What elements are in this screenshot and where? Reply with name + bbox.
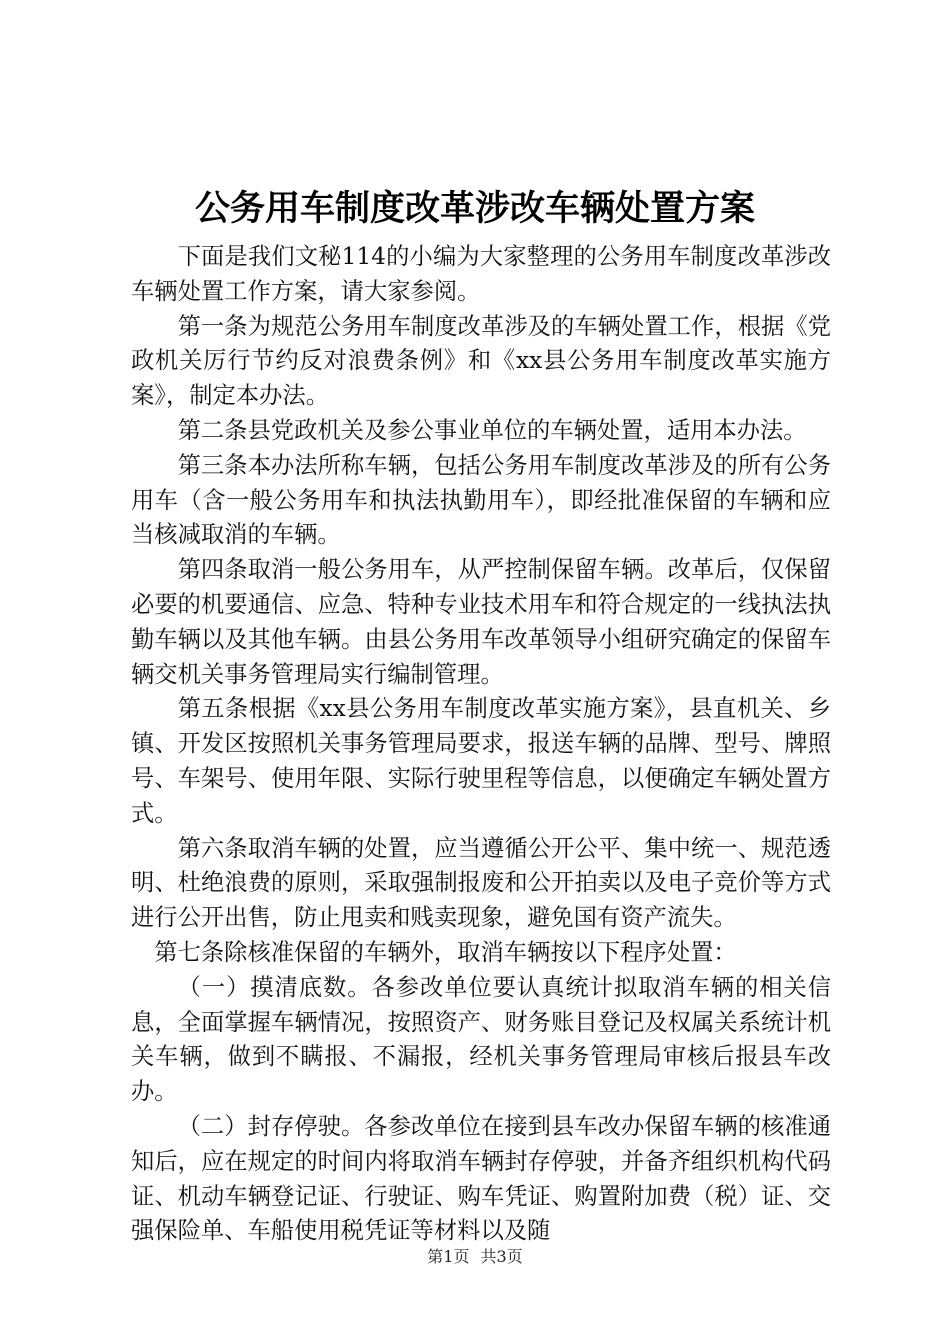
document-body bbox=[131, 240, 831, 1249]
paragraph-step-1: （一）摸清底数。各参改单位要认真统计拟取消车辆的相关信息，全面掌握车辆情况，按照资产、财务账目登记及权属关系统计机关车辆，做到不瞒报、不漏报，经机关事务管理局审核后报县车改办。 bbox=[131, 973, 831, 1106]
page-total: 共3页 bbox=[480, 1247, 523, 1266]
paragraph-article-2: 第二条县党政机关及参公事业单位的车辆处置，适用本办法。 bbox=[177, 416, 807, 444]
document-title: 公务用车制度改革涉改车辆处置方案 bbox=[194, 188, 755, 229]
paragraph-article-4: 第四条取消一般公务用车，从严控制保留车辆。改革后，仅保留必要的机要通信、应急、特种专业技术用车和符合规定的一线执法执勤车辆以及其他车辆。由县公务用车改革领导小组研究确定的保留车辆交机关事务管理局实行编制管理。 bbox=[131, 556, 831, 688]
paragraph-article-7: 第七条除核准保留的车辆外，取消车辆按以下程序处置： bbox=[154, 938, 737, 966]
paragraph-article-5: 第五条根据《xx县公务用车制度改革实施方案》，县直机关、乡镇、开发区按照机关事务管理局要求，报送车辆的品牌、型号、牌照号、车架号、使用年限、实际行驶里程等信息，以便确定车辆处置方式。 bbox=[131, 695, 831, 827]
paragraph-article-1: 第一条为规范公务用车制度改革涉及的车辆处置工作，根据《党政机关厉行节约反对浪费条例》和《xx县公务用车制度改革实施方案》，制定本办法。 bbox=[131, 312, 831, 410]
paragraph-article-3: 第三条本办法所称车辆，包括公务用车制度改革涉及的所有公务用车（含一般公务用车和执法执勤用车），即经批准保留的车辆和应当核减取消的车辆。 bbox=[131, 451, 831, 549]
paragraph-step-2: （二）封存停驶。各参改单位在接到县车改办保留车辆的核准通知后，应在规定的时间内将取消车辆封存停驶，并备齐组织机构代码证、机动车辆登记证、行驶证、购车凭证、购置附加费（税）证、交强保险单、车船使用税凭证等材料以及随 bbox=[131, 1112, 831, 1245]
page-number: 第1页 bbox=[427, 1247, 470, 1266]
paragraph-intro: 下面是我们文秘114的小编为大家整理的公务用车制度改革涉改车辆处置工作方案，请大家参阅。 bbox=[131, 243, 831, 305]
paragraph-article-6: 第六条取消车辆的处置，应当遵循公开公平、集中统一、规范透明、杜绝浪费的原则，采取强制报废和公开拍卖以及电子竞价等方式进行公开出售，防止甩卖和贱卖现象，避免国有资产流失。 bbox=[131, 834, 831, 932]
page-footer bbox=[0, 1244, 950, 1267]
